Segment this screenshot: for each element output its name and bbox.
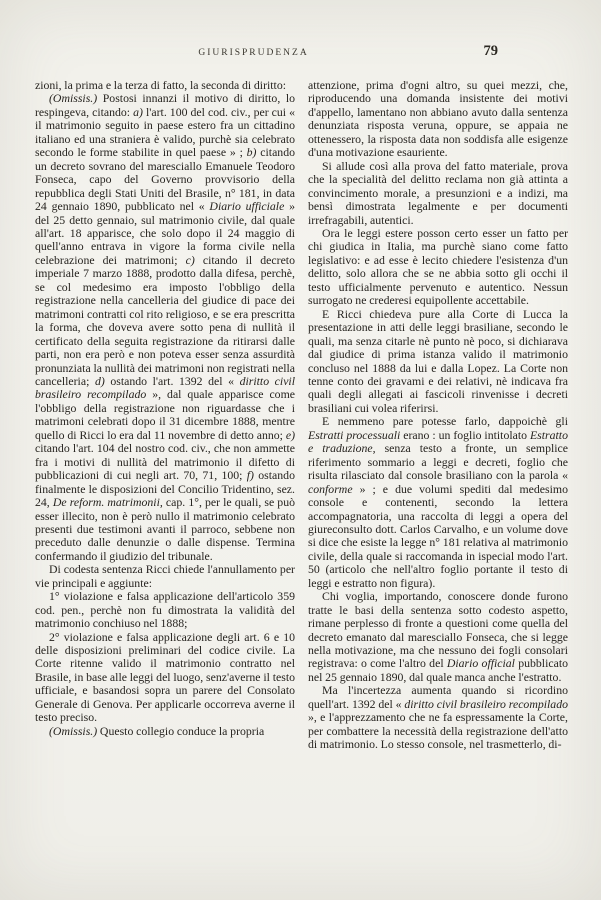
page-header <box>35 43 568 66</box>
paragraph: Si allude così alla prova del fatto materiale, prova che la specialità del delitto reclama non già attinta a convincimento morale, a presunzioni e a indizi, ma bensì dimostrata legalmente e per documenti irrefragabili, autentici. <box>308 158 568 227</box>
paragraph: Di codesta sentenza Ricci chiede l'annullamento per vie principali e aggiunte: <box>35 562 295 590</box>
paragraph: attenzione, prima d'ogni altro, su quei mezzi, che, riproducendo una domanda insistente dei motivi d'appello, lamentano non abbiano avuto dalla sentenza denunziata risposta veruna, oppure, se appaia ne ottenessero, la risposta data non soddisfa alle esigenze d'una motivazione esauriente. <box>308 78 568 160</box>
paragraph: zioni, la prima e la terza di fatto, la seconda di diritto: <box>35 78 287 92</box>
paragraph: Ma l'incertezza aumenta quando si ricordino quell'art. 1392 del « diritto civil brasileiro recompilado », e l'apprezzamento che ne fa espressamente la Corte, per combattere la necessità della registrazione dell'atto di matrimonio. Lo stesso console, nel trasmetterlo, di- <box>308 683 568 752</box>
paragraph: (Omissis.) Questo collegio conduce la propria <box>49 723 265 738</box>
paragraph: E Ricci chiedeva pure alla Corte di Lucca la presentazione in atti delle leggi brasiliane, secondo le quali, ma senza citarle nè punto nè poco, si dichiarava dal giudice di prima istanza valido il matrimonio concluso nel 1888 da lui e dalla Lopez. La Corte non tenne conto dei gravami e dei relativi, nè indicava fra quali degli allegati ai fascicoli rinvenisse i decreti brasiliani cui volea riferirsi. <box>308 306 568 415</box>
running-head-title: GIURISPRUDENZA <box>198 48 309 58</box>
paragraph: Ora le leggi estere posson certo esser un fatto per chi giudica in Italia, ma purchè siano come fatto legislativo: e ad esse è lecito chiedere l'esistenza d'un delitto, solo allora che se ne abbia sotto gli occhi il testo ufficialmente pervenuto e autentico. Nessun surrogato ne crederesi equipollente accettabile. <box>308 225 568 308</box>
text-block <box>35 79 568 752</box>
paragraph: Chi voglia, importando, conoscere donde furono tratte le basi della sentenza sotto codesto aspetto, rimane perplesso di fronte a questioni come quella del decreto emanato dal maresciallo Fonseca, che si legge nella motivazione, ma che nessuno dei fogli consolari registrava: o come l'altro del Diario official pubblicato nel 25 gennaio 1890, dal quale manca anche l'estratto. <box>308 589 568 684</box>
text-column-left <box>35 79 295 752</box>
paragraph: 2° violazione e falsa applicazione degli art. 6 e 10 delle disposizioni preliminari del codice civile. La Corte ritenne valido il matrimonio contratto nel Brasile, in base alle leggi del luogo, senz'averne il testo ufficiale, e basandosi sopra un parere del Consolato Generale di Genova. Per applicarle occorreva averne il testo preciso. <box>35 629 295 725</box>
paragraph: 1° violazione e falsa applicazione dell'articolo 359 cod. pen., perchè non fu dimostrata la validità del matrimonio conchiuso nel 1888; <box>35 589 295 631</box>
paragraph: (Omissis.) Postosi innanzi il motivo di diritto, lo respingeva, citando: a) l'art. 100 del cod. civ., per cui « il matrimonio seguito in paese estero fra un cittadino italiano ed una straniera è valido, purchè sia celebrato secondo le forme stabilite in quel paese » ; b) citando un decreto sovrano del maresciallo Emanuele Teodoro Fonseca, capo del Governo provvisorio della repubblica degli Stati Uniti del Brasile, n° 181, in data 24 gennaio 1890, pubblicato nel « Diario ufficiale » del 25 detto gennaio, sul matrimonio civile, dal quale all'art. 18 apparisce, che solo dopo il 24 maggio di quell'anno entrava in vigore la forma civile nella celebrazione dei matrimoni; c) citando il decreto imperiale 7 marzo 1888, prodotto dalla difesa, perchè, se col medesimo era imposto l'obbligo della registrazione nella cancelleria del giudice di pace dei matrimoni contratti col rito religioso, e se era prescritta la forma, che doveva avere sotto pena di nullità il certificato della seguita registrazione da ritirarsi dalle parti, non era però e non poteva esser senza assurdità pronunziata la nullità dei matrimoni non registrati nella cancelleria; d) ostando l'art. 1392 del « diritto civil brasileiro recompilado », dal quale apparisce come l'obbligo della registrazione non riguardasse che i matrimoni celebrati dopo il 31 dicembre 1888, mentre quello di Ricci lo era dal 11 novembre di detto anno; e) citando l'art. 104 del nostro cod. civ., che non ammette fra i motivi di nullità del matrimonio il difetto di pubblicazioni di cui negli art. 70, 71, 100; f) ostando finalmente le disposizioni del Concilio Tridentino, sez. 24, De reform. matrimonii, cap. 1°, per le quali, se può esser illecito, non è però nullo il matrimonio celebrato presenti due testimoni avanti il parroco, sebbene non preceduto dalle denunzie o dalle dispense. Termina confermando il giudizio del tribunale. <box>35 91 296 563</box>
paragraph: E nemmeno pare potesse farlo, dappoichè gli Estratti processuali erano : un foglio intitolato Estratto e traduzione, senza testo a fronte, un semplice riferimento sommario a leggi e decreti, foglio che risulta rilasciato dal console brasiliano con la parola « conforme » ; e due volumi spediti dal medesimo console e contenenti, secondo la lettera accompagnatoria, una raccolta di leggi a opera del giureconsulto dott. Carlos Carvalho, e un volume dove si dice che esiste la legge n° 181 relativa al matrimonio civile, della quale si raccomanda in ispecial modo l'art. 50 (articolo che nell'altro foglio portante il testo di leggi e estratto non figura). <box>308 414 568 590</box>
text-column-right <box>308 79 568 752</box>
page-number: 79 <box>483 43 498 59</box>
